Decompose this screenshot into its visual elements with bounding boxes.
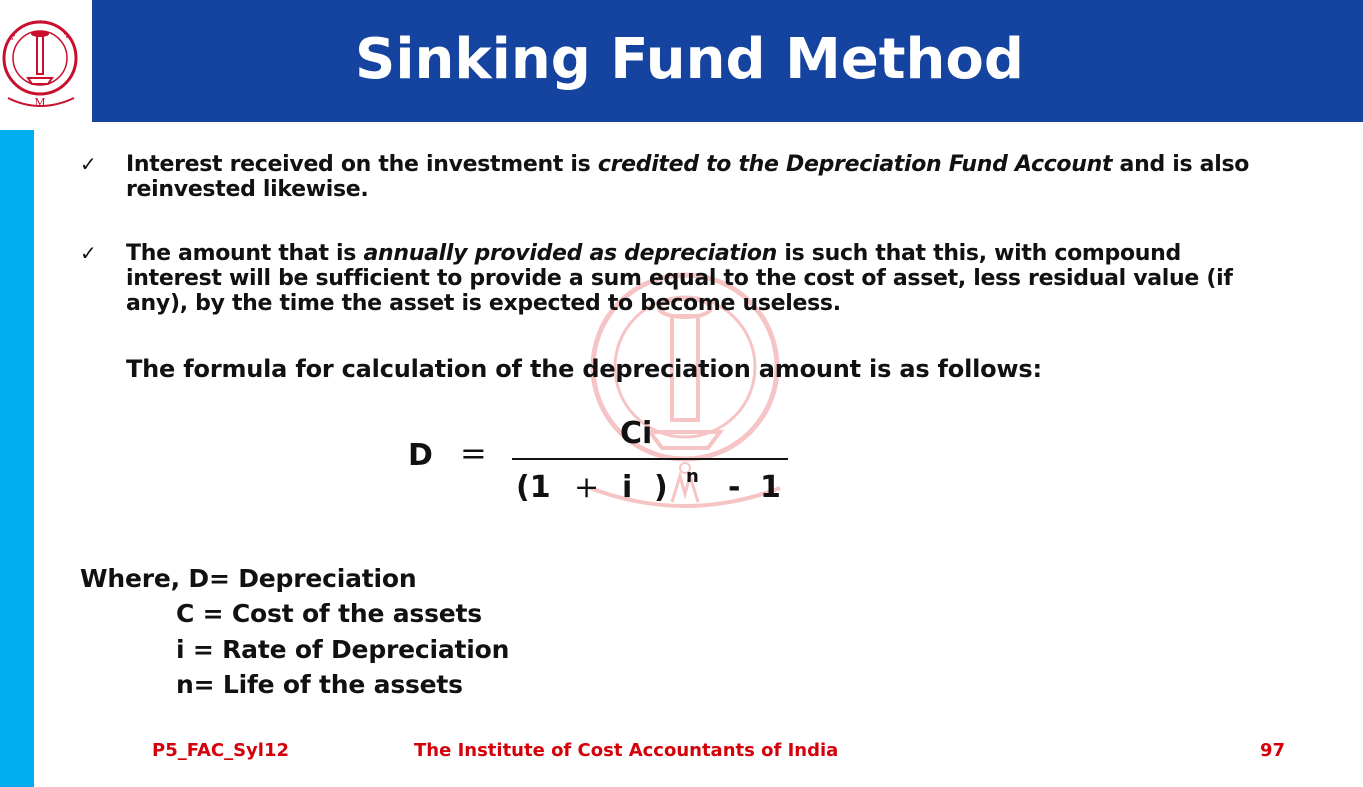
formula-den-minus: - <box>728 470 741 505</box>
footer-page-number: 97 <box>1260 740 1286 761</box>
bullet-text <box>126 241 1326 316</box>
footer-institute: The Institute of Cost Accountants of India <box>414 740 839 761</box>
bullet-text-part: and is also <box>1112 152 1250 177</box>
bullet-text-emphasis: credited to the Depreciation Fund Account <box>597 152 1113 177</box>
fraction-bar <box>512 458 788 460</box>
where-life: n= Life of the assets <box>176 670 463 699</box>
icai-seal-icon <box>0 0 86 122</box>
formula-den-plus: + <box>574 470 600 505</box>
svg-text:M: M <box>34 96 46 109</box>
footer-syllabus-code: P5_FAC_Syl12 <box>152 740 290 761</box>
formula-den-one: 1 <box>760 470 781 505</box>
bullet-text-emphasis: annually provided as depreciation <box>363 241 778 266</box>
formula-equals: = <box>460 434 487 472</box>
bullet-text-part: is such that this, with compound <box>777 241 1181 266</box>
formula-intro: The formula for calculation of the depreciation amount is as follows: <box>126 355 1042 383</box>
formula-exponent: n <box>686 466 699 487</box>
formula-numerator: Ci <box>620 416 653 451</box>
bullet-text-part: reinvested likewise. <box>126 177 369 202</box>
accent-stripe <box>0 130 34 787</box>
formula-den-close: ) <box>654 470 668 505</box>
slide-title: Sinking Fund Method <box>355 27 1024 92</box>
bullet-text <box>126 152 1326 202</box>
checkmark-icon: ✓ <box>80 152 97 176</box>
bullet-text-part: The amount that is <box>126 241 364 266</box>
where-depreciation: Where, D= Depreciation <box>80 564 417 593</box>
logo <box>0 0 92 122</box>
checkmark-icon: ✓ <box>80 241 97 265</box>
bullet-text-part: any), by the time the asset is expected to become useless. <box>126 291 841 316</box>
formula-den-i: i <box>622 470 633 505</box>
formula-lhs: D <box>408 438 433 473</box>
formula-den-open: (1 <box>516 470 551 505</box>
bullet-text-part: interest will be sufficient to provide a sum equal to the cost of asset, less residual value (if <box>126 266 1233 291</box>
bullet-text-part: Interest received on the investment is <box>126 152 598 177</box>
where-cost: C = Cost of the assets <box>176 599 482 628</box>
where-rate: i = Rate of Depreciation <box>176 635 510 664</box>
